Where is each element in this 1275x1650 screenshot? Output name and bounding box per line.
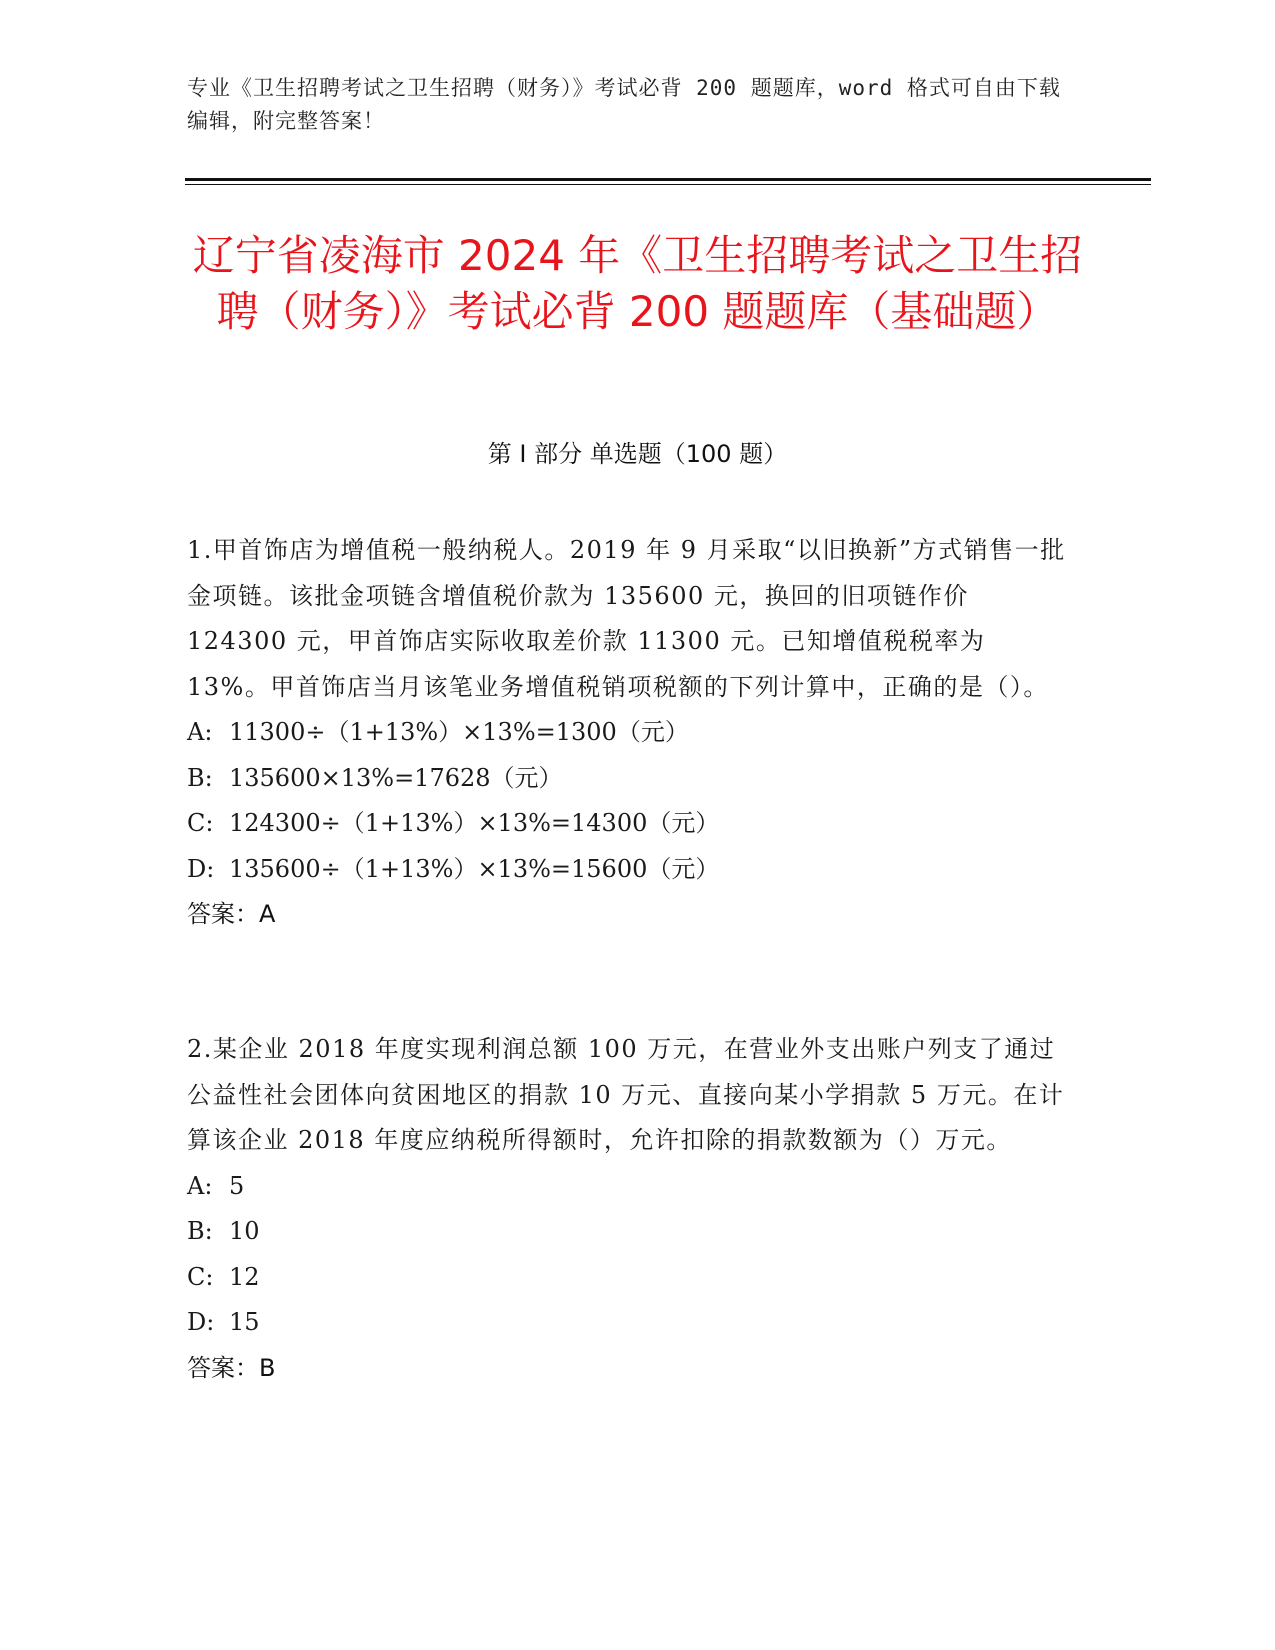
option-a — [187, 710, 1067, 756]
question-stem: 2.某企业 2018 年度实现利润总额 100 万元，在营业外支出账户列支了通过公益性社会团体向贫困地区的捐款 10 万元、直接向某小学捐款 5 万元。在计算该企业 2018 年度应纳税所得额时，允许扣除的捐款数额为（）万元。 — [187, 1035, 1065, 1154]
header-divider-thin — [185, 184, 1151, 185]
option-letter: C: — [187, 1262, 214, 1291]
question-2 — [187, 1027, 1067, 1391]
answer-line: 答案：A — [187, 900, 276, 928]
option-letter: A: — [187, 718, 213, 746]
option-b — [187, 1209, 1067, 1255]
option-b — [187, 756, 1067, 802]
option-letter: D: — [187, 854, 215, 883]
option-text: 5 — [229, 1171, 245, 1200]
option-d — [187, 1300, 1067, 1346]
option-text: 12 — [229, 1262, 260, 1291]
question-1 — [187, 528, 1067, 938]
option-d — [187, 847, 1067, 893]
option-text: 11300÷（1+13%）×13%=1300（元） — [229, 718, 689, 746]
option-letter: D: — [187, 1308, 215, 1336]
answer-line: 答案：B — [187, 1353, 276, 1382]
header-note: 专业《卫生招聘考试之卫生招聘（财务）》考试必背 200 题题库，word 格式可自由下载编辑，附完整答案！ — [187, 76, 1061, 133]
option-letter: A: — [187, 1171, 213, 1200]
section-title: 第 I 部分 单选题（100 题） — [487, 440, 788, 468]
option-text: 124300÷（1+13%）×13%=14300（元） — [229, 809, 720, 837]
option-letter: B: — [187, 763, 213, 792]
option-text: 135600÷（1+13%）×13%=15600（元） — [229, 854, 720, 883]
document-title: 辽宁省凌海市 2024 年《卫生招聘考试之卫生招聘（财务）》考试必背 200 题题库（基础题） — [192, 231, 1083, 336]
option-a — [187, 1164, 1067, 1210]
option-text: 10 — [229, 1217, 260, 1245]
option-c — [187, 801, 1067, 847]
option-text: 15 — [229, 1308, 260, 1336]
option-letter: B: — [187, 1217, 213, 1245]
question-stem: 1.甲首饰店为增值税一般纳税人。2019 年 9 月采取“以旧换新”方式销售一批金项链。该批金项链含增值税价款为 135600 元，换回的旧项链作价 124300 元，甲首饰店实际收取差价款 11300 元。已知增值税税率为 13%。甲首饰店当月该笔业务增值税销项税额的下列计算中，正确的是（）。 — [187, 536, 1066, 701]
option-text: 135600×13%=17628（元） — [229, 763, 563, 792]
option-letter: C: — [187, 809, 214, 837]
header-divider-thick — [185, 178, 1151, 181]
option-c — [187, 1255, 1067, 1301]
